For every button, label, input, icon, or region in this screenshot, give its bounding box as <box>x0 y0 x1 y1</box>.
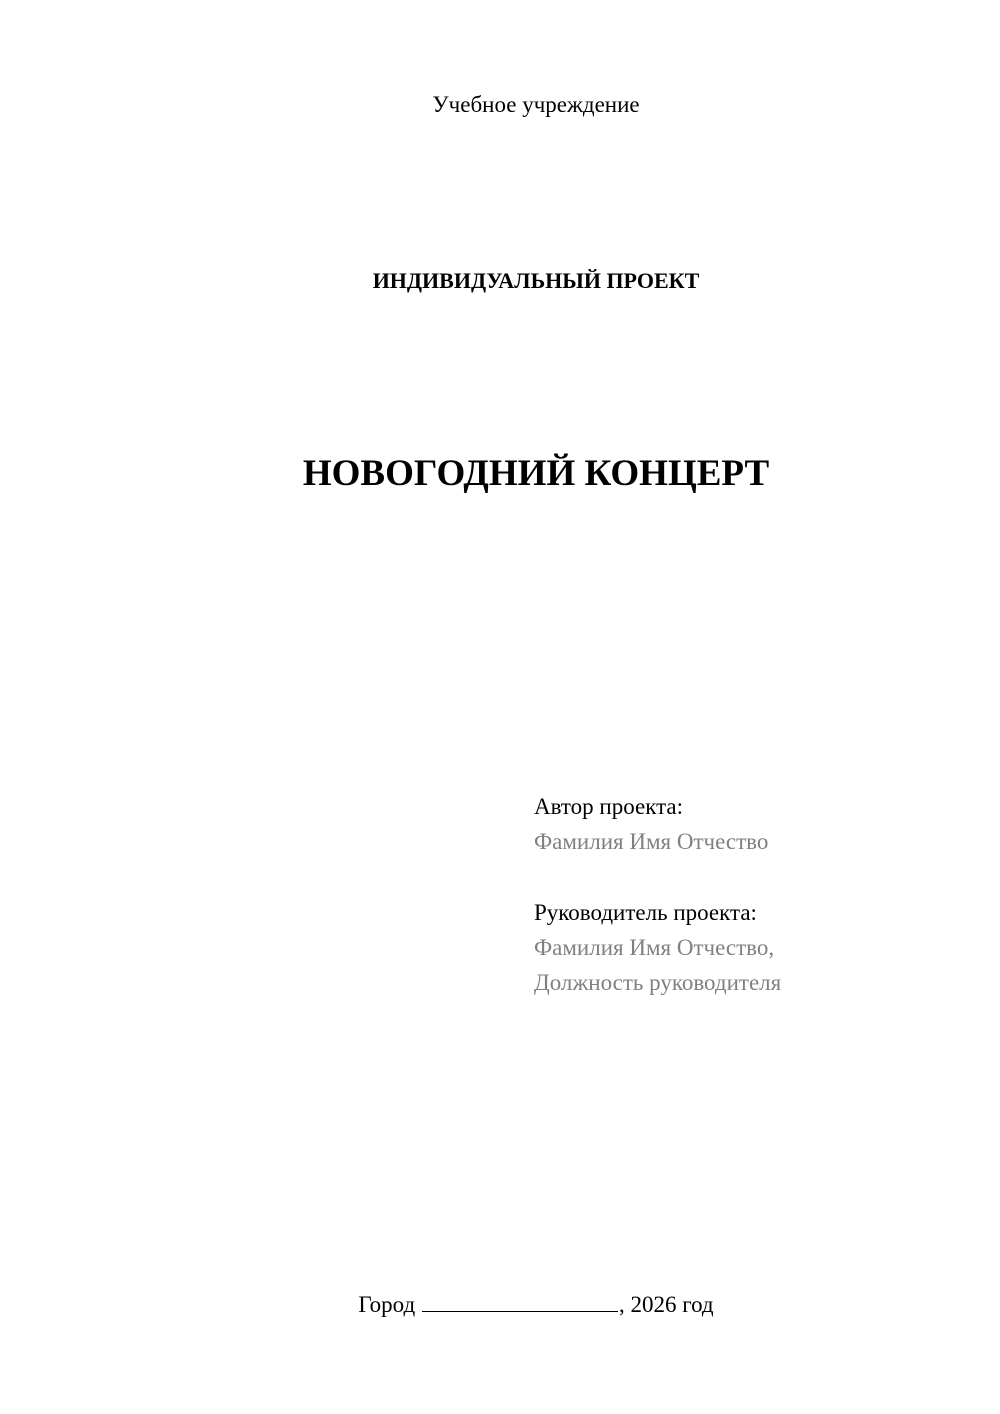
supervisor-label: Руководитель проекта: <box>534 900 757 925</box>
author-name: Фамилия Имя Отчество <box>534 829 769 854</box>
project-title: НОВОГОДНИЙ КОНЦЕРТ <box>302 453 770 494</box>
author-label: Автор проекта: <box>534 794 683 819</box>
footer-city-year <box>0 1290 1000 1320</box>
year-text: , 2026 год <box>618 1292 714 1317</box>
project-info-block <box>534 789 974 1000</box>
institution-name: Учебное учреждение <box>432 92 640 117</box>
supervisor-name: Фамилия Имя Отчество, <box>534 935 775 960</box>
project-type-heading: ИНДИВИДУАЛЬНЫЙ ПРОЕКТ <box>372 268 700 293</box>
spacer <box>534 859 974 895</box>
supervisor-position: Должность руководителя <box>534 970 782 995</box>
city-label: Город <box>358 1292 416 1317</box>
city-blank-line <box>422 1293 618 1312</box>
